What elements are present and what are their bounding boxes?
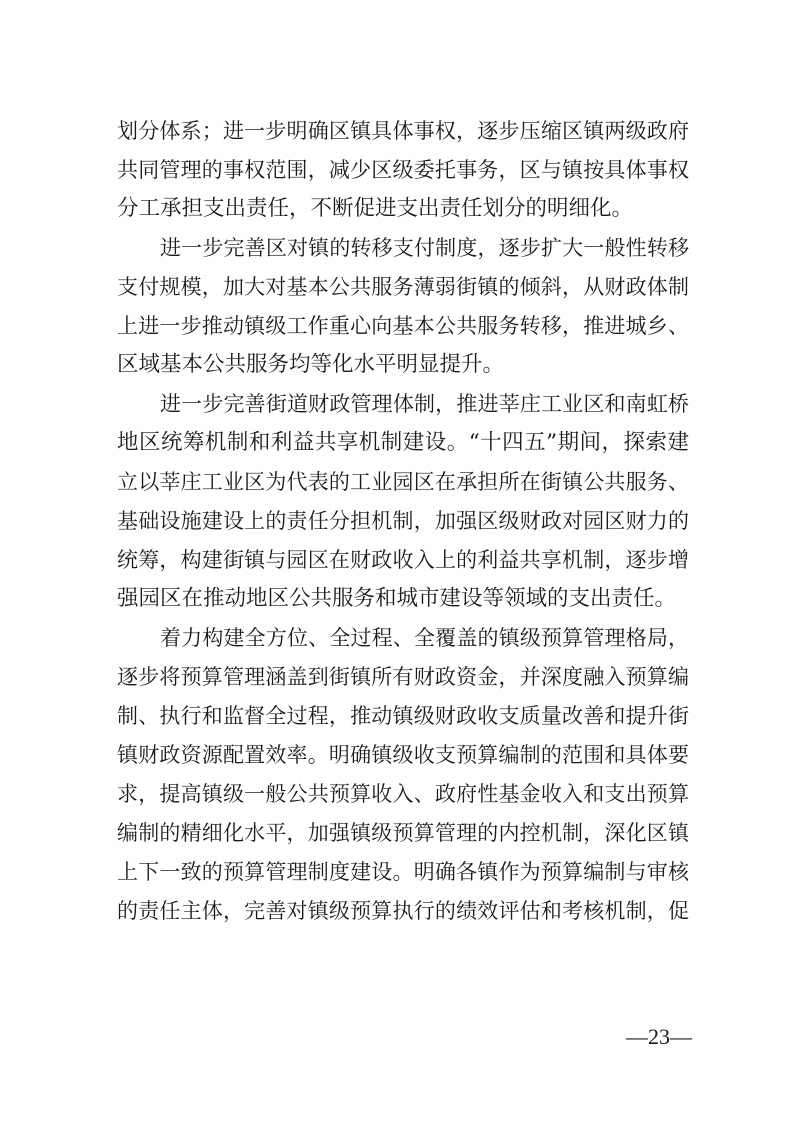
text-line: 强园区在推动地区公共服务和城市建设等领域的支出责任。 [117, 586, 677, 611]
text-line: 地区统筹机制和利益共享机制建设。“十四五”期间，探索建 [117, 430, 689, 455]
text-line: 上进一步推动镇级工作重心向基本公共服务转移，推进城乡、 [117, 314, 689, 338]
text-line: 镇财政资源配置效率。明确镇级收支预算编制的范围和具体要 [117, 743, 689, 767]
text-line: 分工承担支出责任，不断促进支出责任划分的明细化。 [117, 196, 634, 221]
text-line: 基础设施建设上的责任分担机制，加强区级财政对园区财力的 [117, 509, 689, 533]
text-line: 进一步完善街道财政管理体制，推进莘庄工业区和南虹桥 [160, 392, 689, 416]
page-number: —23— [626, 1024, 692, 1049]
text-line: 着力构建全方位、全过程、全覆盖的镇级预算管理格局， [160, 626, 689, 650]
text-line: 支付规模，加大对基本公共服务薄弱街镇的倾斜，从财政体制 [117, 275, 689, 299]
text-line: 统筹，构建街镇与园区在财政收入上的利益共享机制，逐步增 [117, 548, 689, 572]
text-line: 上下一致的预算管理制度建设。明确各镇作为预算编制与审核 [117, 860, 689, 884]
text-line: 进一步完善区对镇的转移支付制度，逐步扩大一般性转移 [160, 236, 689, 260]
text-line: 划分体系；进一步明确区镇具体事权，逐步压缩区镇两级政府 [117, 119, 689, 143]
text-line: 的责任主体，完善对镇级预算执行的绩效评估和考核机制，促 [117, 899, 689, 923]
text-line: 求，提高镇级一般公共预算收入、政府性基金收入和支出预算 [117, 782, 689, 806]
text-line: 共同管理的事权范围，减少区级委托事务，区与镇按具体事权 [117, 158, 689, 182]
text-line: 制、执行和监督全过程，推动镇级财政收支质量改善和提升街 [117, 704, 689, 728]
text-line: 区域基本公共服务均等化水平明显提升。 [117, 352, 505, 377]
text-line: 逐步将预算管理涵盖到街镇所有财政资金，并深度融入预算编 [117, 665, 689, 689]
text-line: 编制的精细化水平，加强镇级预算管理的内控机制，深化区镇 [117, 821, 689, 845]
text-line: 立以莘庄工业区为代表的工业园区在承担所在街镇公共服务、 [117, 470, 689, 494]
